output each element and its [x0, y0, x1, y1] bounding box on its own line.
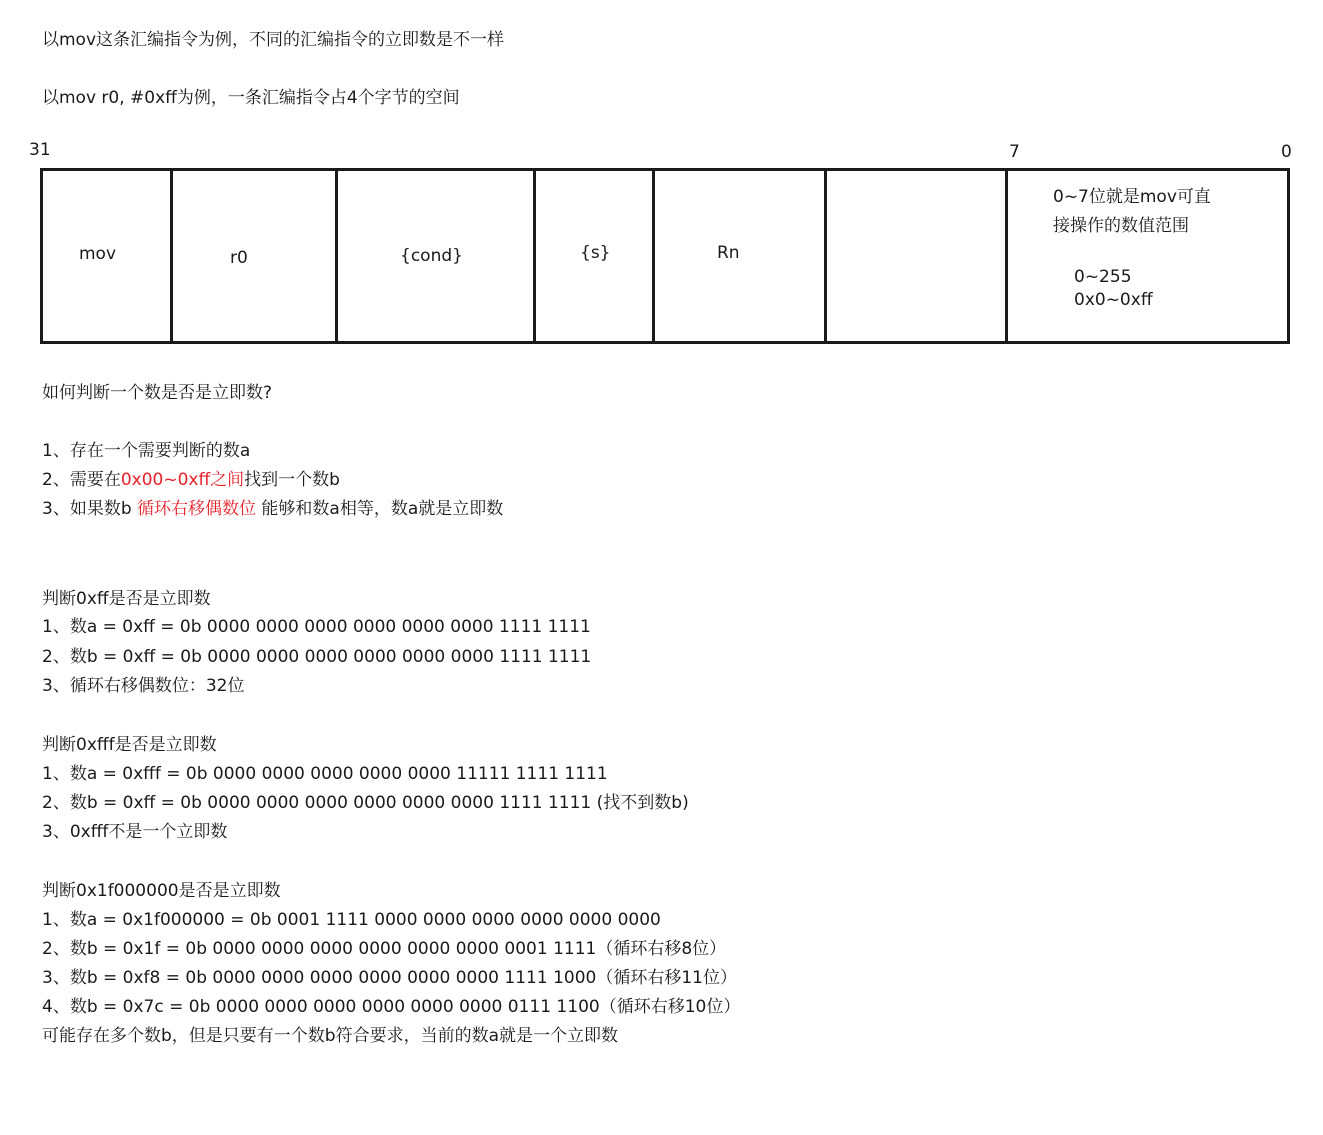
- example2-line-3: 3、0xfff不是一个立即数: [42, 822, 228, 842]
- bit-label-0: 0: [1281, 142, 1292, 162]
- example1-line-3: 3、循环右移偶数位：32位: [42, 676, 245, 696]
- example3-title: 判断0x1f000000是否是立即数: [42, 881, 281, 901]
- example3-line-1: 1、数a = 0x1f000000 = 0b 0001 1111 0000 0000 0000 0000 0000 0000: [42, 910, 661, 930]
- howto-step-3: [42, 498, 503, 520]
- example1-line-1: 1、数a = 0xff = 0b 0000 0000 0000 0000 0000 0000 1111 1111: [42, 617, 591, 637]
- example2-line-1: 1、数a = 0xfff = 0b 0000 0000 0000 0000 0000 11111 1111 1111: [42, 764, 608, 784]
- imm-range-dec: 0~255: [1074, 267, 1132, 287]
- imm-range-hex: 0x0~0xff: [1074, 290, 1153, 310]
- field-rn: Rn: [717, 243, 740, 263]
- table-divider: [824, 171, 827, 341]
- table-divider: [652, 171, 655, 341]
- howto-step-3-suffix: 能够和数a相等，数a就是立即数: [256, 499, 504, 519]
- howto-step-2-suffix: 找到一个数b: [244, 470, 340, 490]
- table-divider: [335, 171, 338, 341]
- imm-desc-line-1: 0~7位就是mov可直: [1053, 187, 1211, 207]
- howto-step-2-highlight: 0x00~0xff之间: [120, 470, 245, 490]
- table-divider: [533, 171, 536, 341]
- howto-step-2-prefix: 2、需要在: [42, 470, 121, 490]
- example1-title: 判断0xff是否是立即数: [42, 589, 211, 609]
- field-cond: {cond}: [400, 246, 463, 266]
- imm-desc-line-2: 接操作的数值范围: [1053, 216, 1189, 236]
- field-s: {s}: [580, 243, 611, 263]
- intro-line-1: 以mov这条汇编指令为例，不同的汇编指令的立即数是不一样: [42, 30, 505, 50]
- bit-label-31: 31: [29, 140, 51, 160]
- howto-step-2: [42, 469, 340, 491]
- field-mov: mov: [79, 244, 117, 264]
- instruction-layout-table: [40, 168, 1290, 344]
- field-r0: r0: [230, 248, 248, 268]
- example2-line-2: 2、数b = 0xff = 0b 0000 0000 0000 0000 0000 0000 1111 1111 (找不到数b): [42, 793, 689, 813]
- bit-label-7: 7: [1009, 142, 1020, 162]
- example3-line-2: 2、数b = 0x1f = 0b 0000 0000 0000 0000 0000 0000 0001 1111（循环右移8位）: [42, 939, 727, 959]
- intro-line-2: 以mov r0, #0xff为例，一条汇编指令占4个字节的空间: [42, 88, 460, 108]
- example1-line-2: 2、数b = 0xff = 0b 0000 0000 0000 0000 0000 0000 1111 1111: [42, 647, 592, 667]
- howto-step-3-prefix: 3、如果数b: [42, 499, 138, 519]
- example2-title: 判断0xfff是否是立即数: [42, 735, 217, 755]
- howto-question: 如何判断一个数是否是立即数?: [42, 383, 273, 403]
- table-divider: [1005, 171, 1008, 341]
- example3-line-4: 4、数b = 0x7c = 0b 0000 0000 0000 0000 0000 0000 0111 1100（循环右移10位）: [42, 997, 741, 1017]
- example3-conclusion: 可能存在多个数b，但是只要有一个数b符合要求，当前的数a就是一个立即数: [42, 1026, 618, 1046]
- howto-step-1: 1、存在一个需要判断的数a: [42, 441, 251, 461]
- howto-step-3-highlight: 循环右移偶数位: [137, 499, 257, 519]
- example3-line-3: 3、数b = 0xf8 = 0b 0000 0000 0000 0000 0000 0000 1111 1000（循环右移11位）: [42, 968, 737, 988]
- table-divider: [170, 171, 173, 341]
